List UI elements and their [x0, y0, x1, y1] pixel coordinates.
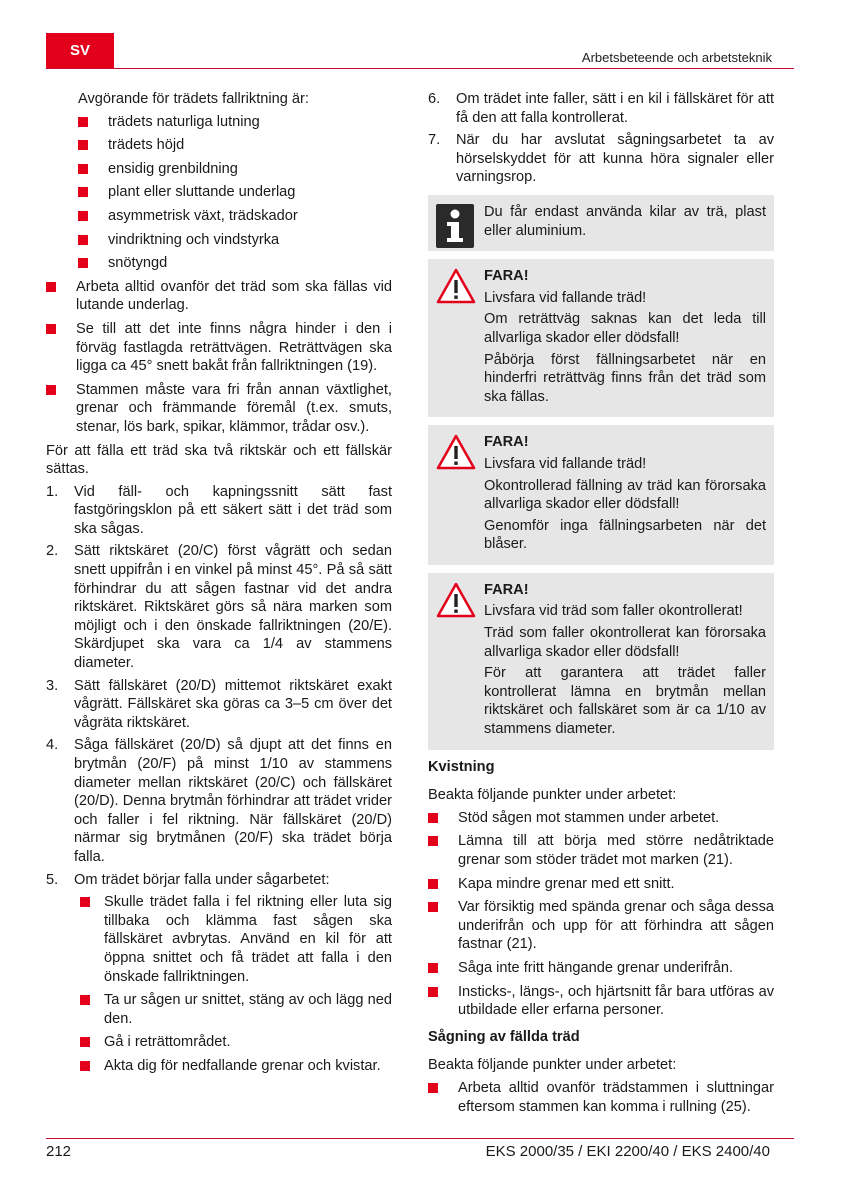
square-bullet-icon — [428, 836, 438, 846]
square-bullet-icon — [428, 987, 438, 997]
list-item: trädets naturliga lutning — [46, 113, 392, 132]
step-item: 6. Om trädet inte faller, sätt i en kil i fällskäret för att få den att falla kontrollerat. — [428, 91, 774, 126]
list-item: Lämna till att börja med större nedåtriktade grenar som stöder trädet mot marken (21). — [428, 832, 774, 869]
danger-line: Okontrollerad fällning av träd kan förorsaka allvarliga skador eller dödsfall! — [484, 477, 766, 513]
step-item: 3. Sätt fällskäret (20/D) mittemot riktskäret exakt vågrätt. Fällskäret ska göras ca 3–5 cm över det vågräta riktskäret. — [46, 677, 392, 731]
danger-box — [428, 425, 774, 565]
danger-box — [428, 573, 774, 750]
model-numbers: EKS 2000/35 / EKI 2200/40 / EKS 2400/40 — [485, 1143, 770, 1160]
square-bullet-icon — [80, 995, 90, 1005]
danger-line: Livsfara vid fallande träd! — [484, 289, 647, 306]
square-bullet-icon — [80, 897, 90, 907]
square-bullet-icon — [80, 1037, 90, 1047]
list-item: Arbeta alltid ovanför trädstammen i sluttningar eftersom stammen kan komma i rullning (25). — [428, 1079, 774, 1116]
list-item: asymmetrisk växt, trädskador — [46, 207, 392, 226]
step-item: 4. Såga fällskäret (20/D) så djupt att det finns en brytmån (20/F) på minst 1/10 av stammens diameter mellan riktskäret (20/C) och fällskäret (20/D). Denna brytmån förhindrar att trädet vrider och faller i fel riktning. När fällskäret (20/D) närmar sig brytmånen (20/F) ska trädet börja falla. — [46, 737, 392, 865]
square-bullet-icon — [78, 164, 88, 174]
square-bullet-icon — [428, 813, 438, 823]
warning-triangle-icon — [436, 268, 476, 310]
section-title: Arbetsbeteende och arbetsteknik — [581, 50, 772, 65]
language-tab — [46, 33, 114, 69]
danger-line: Träd som faller okontrollerat kan förorsaka allvarliga skador eller dödsfall! — [484, 625, 766, 660]
danger-title: FARA! — [484, 268, 529, 285]
step-item: 5. Om trädet börjar falla under sågarbetet: Skulle trädet falla i fel riktning eller luta sig tillbaka och klämma fast sågen ska fällskäret avbrytas. Använd en kil för att öppna snittet och få trädet att falla i den önskade fallriktningen. Ta ur sågen ur snittet, stäng av och lägg ned den. Gå i reträttområdet. Akta dig för nedfallande grenar och kvistar. — [46, 871, 392, 1074]
square-bullet-icon — [78, 235, 88, 245]
safety-list — [46, 278, 392, 437]
square-bullet-icon — [78, 140, 88, 150]
list-item: Gå i reträttområdet. — [74, 1033, 392, 1052]
danger-line: För att garantera att trädet faller kontrollerat lämna en brytmån mellan riktskäret och fallskäret som är ca 1/10 av stammens diameter. — [484, 665, 766, 738]
info-box — [428, 195, 774, 251]
square-bullet-icon — [46, 282, 56, 292]
list-item: Stöd sågen mot stammen under arbetet. — [428, 809, 774, 828]
kvistning-list — [428, 809, 774, 1020]
danger-line: Påbörja först fällningsarbetet när en hinderfri reträttväg finns från det träd som ska fällas. — [484, 351, 766, 405]
step5-list — [74, 893, 392, 1075]
danger-title: FARA! — [484, 434, 529, 451]
step-item: 7. När du har avslutat sågningsarbetet ta av hörselskyddet för att kunna höra signaler eller varningsrop. — [428, 132, 774, 186]
square-bullet-icon — [78, 187, 88, 197]
sagning-list — [428, 1079, 774, 1116]
danger-line: Livsfara vid fallande träd! — [484, 455, 647, 472]
factors-intro: Avgörande för trädets fallriktning är: — [78, 91, 309, 107]
list-item: Stammen måste vara fri från annan växtlighet, grenar och främmande föremål (t.ex. smuts, stenar, lös bark, spikar, klämmor, trådar osv.). — [46, 381, 392, 437]
footer-divider — [46, 1138, 794, 1139]
list-item: Insticks-, längs-, och hjärtsnitt får bara utföras av utbildade eller erfarna personer. — [428, 983, 774, 1020]
step-item: 1. Vid fäll- och kapningssnitt sätt fast fastgöringsklon på ett säkert sätt i det träd som ska sågas. — [46, 483, 392, 537]
list-item: Var försiktig med spända grenar och såga dessa underifrån och upp för att förhindra att sågen fastnar (21). — [428, 898, 774, 954]
list-item: Ta ur sågen ur snittet, stäng av och lägg ned den. — [74, 991, 392, 1028]
danger-line: Om reträttväg saknas kan det leda till allvarliga skador eller dödsfall! — [484, 311, 766, 346]
warning-triangle-icon — [436, 582, 476, 624]
factors-list — [46, 113, 392, 273]
list-item: Akta dig för nedfallande grenar och kvistar. — [74, 1057, 392, 1076]
language-label: SV — [69, 41, 90, 59]
list-item: snötyngd — [46, 254, 392, 273]
square-bullet-icon — [428, 963, 438, 973]
danger-box — [428, 259, 774, 417]
danger-line: Genomför inga fällningsarbeten när det blåser. — [484, 517, 766, 553]
felling-intro: För att fälla ett träd ska två riktskär och ett fällskär sättas. — [46, 442, 392, 478]
page-number: 212 — [46, 1143, 72, 1160]
header-divider — [46, 68, 794, 69]
warning-triangle-icon — [436, 434, 476, 476]
square-bullet-icon — [46, 324, 56, 334]
square-bullet-icon — [428, 879, 438, 889]
sagning-heading: Sågning av fällda träd — [428, 1028, 580, 1045]
info-text: Du får endast använda kilar av trä, plast eller aluminium. — [484, 203, 766, 239]
info-icon — [436, 204, 474, 254]
list-item: Se till att det inte finns några hinder i den i förväg fastlagda reträttvägen. Reträttvägen ska ligga ca 45° snett bakåt från fallriktningen (19). — [46, 320, 392, 376]
left-column — [46, 90, 392, 1081]
square-bullet-icon — [78, 117, 88, 127]
step-item: 2. Sätt riktskäret (20/C) först vågrätt och sedan snett uppifrån i en vinkel på minst 45°. På så sätt förhindrar du att sågen fastnar vid det andra riktskäret. Riktskäret görs så nära marken som möjligt och i den önskade fallriktningen (20/E). Skärdjupet ska vara ca 1/4 av stammens diameter. — [46, 543, 392, 672]
square-bullet-icon — [78, 211, 88, 221]
square-bullet-icon — [80, 1061, 90, 1071]
kvistning-intro: Beakta följande punkter under arbetet: — [428, 787, 677, 804]
list-item: ensidig grenbildning — [46, 160, 392, 179]
felling-steps-continued — [428, 90, 774, 187]
kvistning-heading: Kvistning — [428, 758, 495, 775]
right-column — [428, 90, 774, 1121]
list-item: vindriktning och vindstyrka — [46, 231, 392, 250]
square-bullet-icon — [78, 258, 88, 268]
square-bullet-icon — [46, 385, 56, 395]
felling-steps — [46, 483, 392, 1076]
list-item: Såga inte fritt hängande grenar underifrån. — [428, 959, 774, 978]
list-item: Arbeta alltid ovanför det träd som ska fällas vid lutande underlag. — [46, 278, 392, 315]
danger-title: FARA! — [484, 581, 529, 598]
square-bullet-icon — [428, 902, 438, 912]
danger-line: Livsfara vid träd som faller okontrollerat! — [484, 603, 743, 620]
list-item: Skulle trädet falla i fel riktning eller luta sig tillbaka och klämma fast sågen ska fällskäret avbrytas. Använd en kil för att öppna snittet och få trädet att falla i den önskade fallriktningen. — [74, 893, 392, 986]
list-item: trädets höjd — [46, 136, 392, 155]
list-item: plant eller sluttande underlag — [46, 183, 392, 202]
sagning-intro: Beakta följande punkter under arbetet: — [428, 1057, 677, 1074]
list-item: Kapa mindre grenar med ett snitt. — [428, 875, 774, 894]
square-bullet-icon — [428, 1083, 438, 1093]
